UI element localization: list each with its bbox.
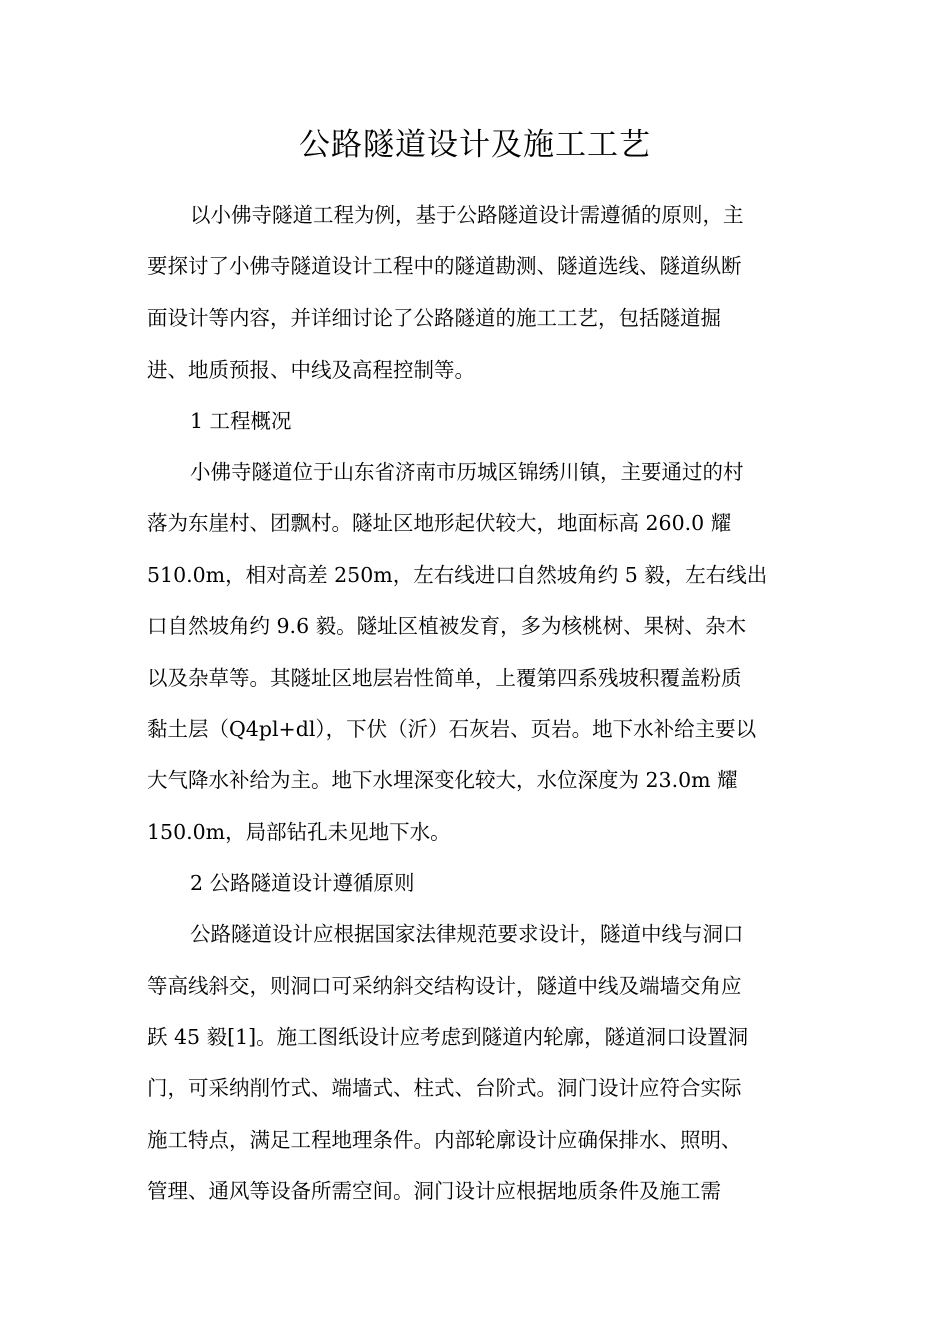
section-1-line-5: 以及杂草等。其隧址区地层岩性简单，上覆第四系残坡积覆盖粉质	[147, 666, 742, 690]
section-2-line-3: 跃 45 毅[1]。施工图纸设计应考虑到隧道内轮廓，隧道洞口设置洞	[147, 1025, 749, 1049]
section-1-line-7: 大气降水补给为主。地下水埋深变化较大，水位深度为 23.0m 耀	[147, 768, 738, 792]
section-2-line-5: 施工特点，满足工程地理条件。内部轮廓设计应确保排水、照明、	[147, 1128, 742, 1152]
section-1-line-8: 150.0m，局部钻孔未见地下水。	[147, 820, 451, 844]
section-1-line-1: 小佛寺隧道位于山东省济南市历城区锦绣川镇，主要通过的村	[190, 460, 744, 484]
section-1-line-2: 落为东崖村、团飘村。隧址区地形起伏较大，地面标高 260.0 耀	[147, 511, 732, 535]
section-2-heading: 2 公路隧道设计遵循原则	[190, 871, 415, 895]
section-2-line-1: 公路隧道设计应根据国家法律规范要求设计，隧道中线与洞口	[190, 922, 744, 946]
abstract-line-1: 以小佛寺隧道工程为例，基于公路隧道设计需遵循的原则，主	[190, 203, 744, 227]
section-2-line-6: 管理、通风等设备所需空间。洞门设计应根据地质条件及施工需	[147, 1179, 721, 1203]
section-1-line-4: 口自然坡角约 9.6 毅。隧址区植被发育，多为核桃树、果树、杂木	[147, 614, 747, 638]
abstract-line-3: 面设计等内容，并详细讨论了公路隧道的施工工艺，包括隧道掘	[147, 306, 721, 330]
document-title: 公路隧道设计及施工工艺	[299, 127, 651, 163]
section-2-line-2: 等高线斜交，则洞口可采纳斜交结构设计，隧道中线及端墙交角应	[147, 974, 742, 998]
section-2-line-4: 门，可采纳削竹式、端墙式、柱式、台阶式。洞门设计应符合实际	[147, 1076, 742, 1100]
section-1-line-6: 黏土层（Q4pl+dl），下伏（沂）石灰岩、页岩。地下水补给主要以	[147, 717, 757, 741]
abstract-line-2: 要探讨了小佛寺隧道设计工程中的隧道勘测、隧道选线、隧道纵断	[147, 254, 742, 278]
section-1-line-3: 510.0m，相对高差 250m，左右线进口自然坡角约 5 毅，左右线出	[147, 563, 768, 587]
abstract-line-4: 进、地质预报、中线及高程控制等。	[147, 358, 475, 382]
section-1-heading: 1 工程概况	[190, 409, 292, 433]
